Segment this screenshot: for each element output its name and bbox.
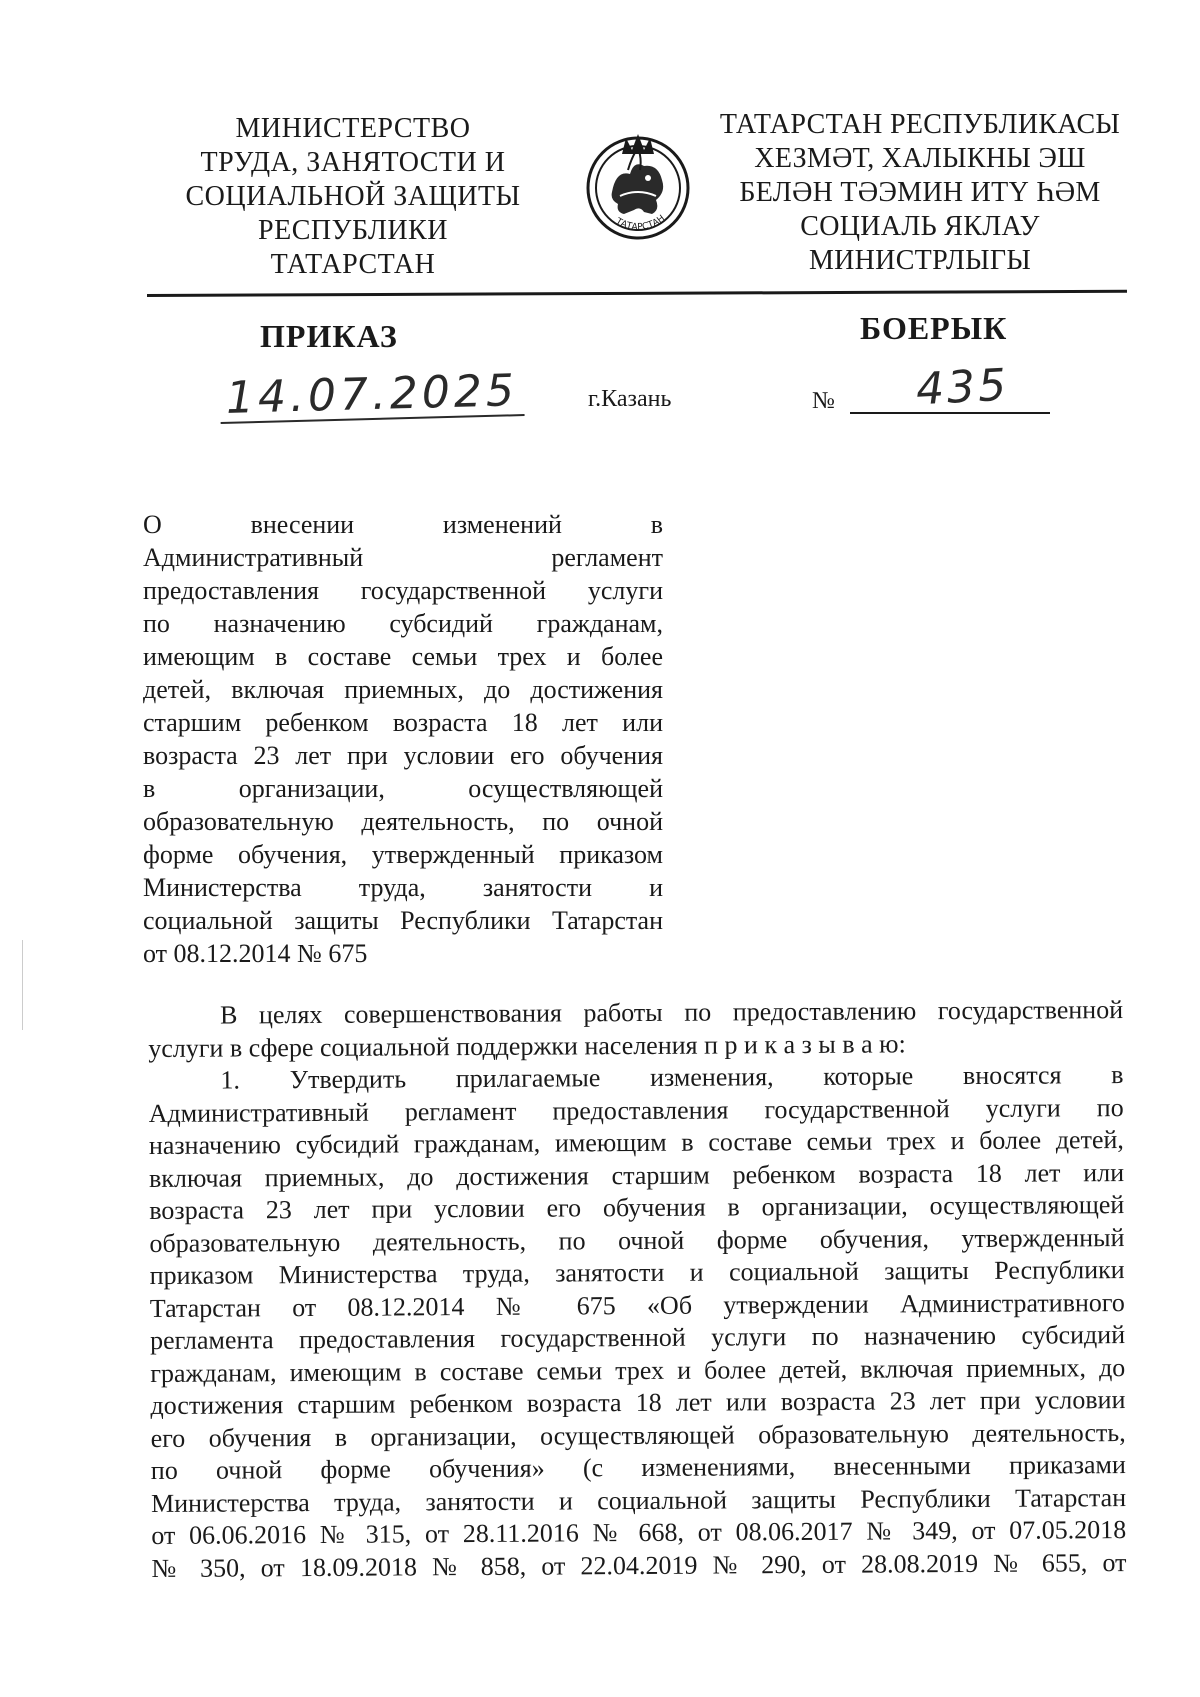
subject-line: детей, включая приемных, до достижения — [143, 675, 663, 704]
emblem-label: ТАТАРСТАН — [613, 213, 667, 233]
body-line: Министерства труда, занятости и социальной защиты Республики Татарстан — [150, 1482, 1127, 1518]
body-line: возраста 23 лет при условии его обучения в организации, осуществляющей — [149, 1190, 1125, 1225]
subject-line: социальной защиты Республики Татарстан — [143, 906, 663, 935]
ministry-name-line: РЕСПУБЛИКИ — [258, 215, 448, 246]
ministry-name-line: СОЦИАЛЬ ЯКЛАУ — [800, 211, 1040, 242]
ministry-name-line: ТАТАРСТАН — [270, 249, 436, 280]
subject-line: в организации, осуществляющей — [143, 774, 663, 803]
ministry-name-tatar — [715, 108, 1125, 278]
ministry-name-line: ТАТАРСТАН РЕСПУБЛИКАСЫ — [719, 109, 1121, 140]
number-sign: № — [812, 388, 835, 414]
body-line: приказом Министерства труда, занятости и социальной защиты Республики — [149, 1255, 1125, 1290]
subject-line: Министерства труда, занятости и — [143, 873, 663, 902]
body-line: назначению субсидий гражданам, имеющим в составе семьи трех и более детей, — [148, 1125, 1124, 1160]
ministry-name-line: СОЦИАЛЬНОЙ ЗАЩИТЫ — [185, 181, 521, 212]
city-label: г.Казань — [588, 386, 672, 412]
body-line: услуги в сфере социальной поддержки населения п р и к а з ы в а ю: — [148, 1028, 906, 1063]
order-subject — [143, 508, 663, 970]
ministry-name-line: ХЕЗМӘТ, ХАЛЫКНЫ ЭШ — [754, 143, 1086, 174]
body-line: 1. Утвердить прилагаемые изменения, которые вносятся в — [220, 1060, 1124, 1095]
subject-line: по назначению субсидий гражданам, — [143, 609, 663, 638]
ministry-name-line: МИНИСТРЛЫГЫ — [808, 245, 1032, 276]
body-line: № 350, от 18.09.2018 № 858, от 22.04.2019 № 290, от 28.08.2019 № 655, от — [151, 1547, 1127, 1583]
order-title-russian: ПРИКАЗ — [260, 318, 398, 354]
scan-margin-mark — [22, 940, 23, 1030]
ministry-name-line: ТРУДА, ЗАНЯТОСТИ И — [200, 147, 506, 178]
body-line: по очной форме обучения» (с изменениями, внесенными приказами — [150, 1450, 1126, 1485]
handwritten-date: 14.07.2025 — [219, 368, 524, 424]
ministry-name-russian — [168, 112, 538, 282]
ministry-name-line: БЕЛӘН ТӘЭМИН ИТҮ ҺӘМ — [739, 177, 1101, 208]
body-line: образовательную деятельность, по очной форме обучения, утвержденный — [149, 1222, 1125, 1258]
body-line: его обучения в организации, осуществляющей образовательную деятельность, — [150, 1417, 1126, 1453]
order-title-tatar: БОЕРЫК — [860, 310, 1008, 346]
body-line: регламента предоставления государственной услуги по назначению субсидий — [149, 1320, 1126, 1355]
ministry-name-line: МИНИСТЕРСТВО — [235, 113, 471, 144]
body-line: Административный регламент предоставления государственной услуги по — [148, 1092, 1124, 1128]
body-line: включая приемных, до достижения старшим ребенком возраста 18 лет или — [148, 1157, 1125, 1193]
subject-line: предоставления государственной услуги — [143, 576, 663, 605]
coat-of-arms-icon — [582, 130, 694, 248]
subject-line: от 08.12.2014 № 675 — [143, 939, 368, 968]
subject-line: Административный регламент — [143, 543, 663, 572]
body-line: гражданам, имеющим в составе семьи трех и более детей, включая приемных, до — [150, 1352, 1126, 1388]
subject-line: О внесении изменений в — [143, 510, 663, 539]
subject-line: возраста 23 лет при условии его обучения — [143, 741, 663, 770]
body-line: Татарстан от 08.12.2014 № 675 «Об утверждении Административного — [149, 1287, 1125, 1323]
subject-line: имеющим в составе семьи трех и более — [143, 642, 663, 671]
subject-line: образовательную деятельность, по очной — [143, 807, 663, 836]
body-line: В целях совершенствования работы по предоставлению государственной — [220, 995, 1124, 1030]
header-divider — [147, 290, 1127, 297]
subject-line: старшим ребенком возраста 18 лет или — [143, 708, 663, 737]
body-line: достижения старшим ребенком возраста 18 лет или возраста 23 лет при условии — [150, 1385, 1126, 1420]
body-line: от 06.06.2016 № 315, от 28.11.2016 № 668, от 08.06.2017 № 349, от 07.05.2018 — [151, 1515, 1127, 1550]
order-body — [148, 994, 1127, 1585]
subject-line: форме обучения, утвержденный приказом — [143, 840, 663, 869]
handwritten-number: 435 — [914, 359, 1011, 416]
